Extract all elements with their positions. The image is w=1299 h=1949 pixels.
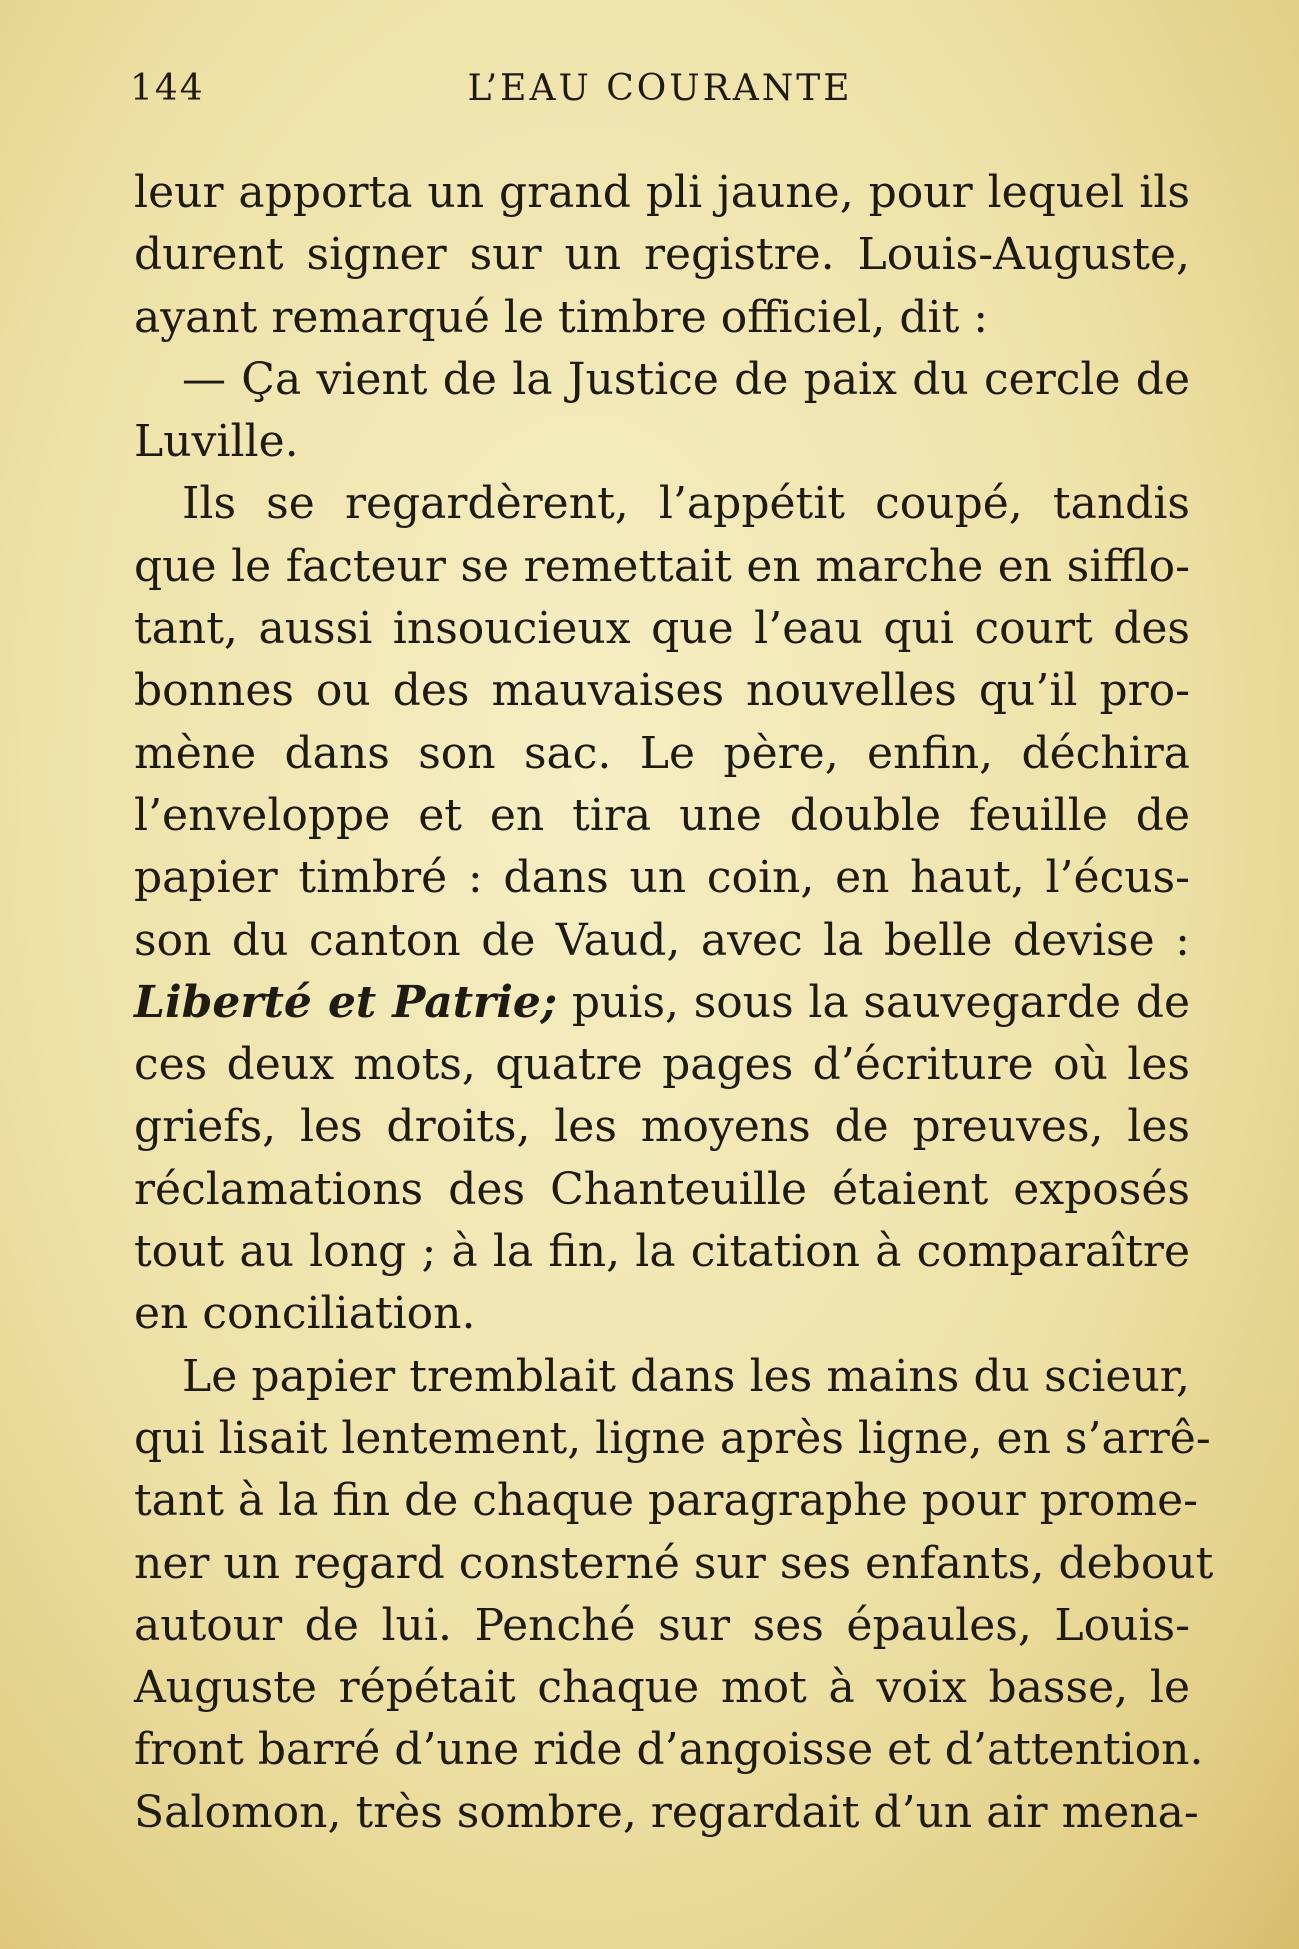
text-line: qui lisait lentement, ligne après ligne, en s’arrê- xyxy=(134,1412,1211,1464)
text-line: tant, aussi insoucieux que l’eau qui court des xyxy=(134,603,1190,655)
text-line: Ils se regardèrent, l’appétit coupé, tandis xyxy=(182,478,1190,530)
text-line: bonnes ou des mauvaises nouvelles qu’il pro- xyxy=(134,665,1190,717)
text-line: Luville. xyxy=(134,416,299,468)
text-line: l’enveloppe et en tira une double feuille de xyxy=(134,789,1190,841)
text-line: Le papier tremblait dans les mains du scieur, xyxy=(182,1350,1190,1402)
text-line: — Ça vient de la Justice de paix du cercle de xyxy=(182,353,1190,405)
text-line: ner un regard consterné sur ses enfants, debout xyxy=(134,1537,1214,1589)
text-line: leur apporta un grand pli jaune, pour lequel ils xyxy=(134,167,1190,218)
body-text xyxy=(134,162,1214,1844)
text-line: ayant remarqué le timbre officiel, dit : xyxy=(134,291,989,343)
page-number: 144 xyxy=(130,68,205,109)
text-line: son du canton de Vaud, avec la belle devise : xyxy=(134,914,1190,966)
text-line: ces deux mots, quatre pages d’écriture où les xyxy=(134,1039,1190,1091)
text-line: front barré d’une ride d’angoisse et d’attention. xyxy=(134,1724,1204,1776)
text-line: Auguste répétait chaque mot à voix basse, le xyxy=(134,1662,1190,1714)
text-line xyxy=(134,972,1190,1034)
text-line: tant à la fin de chaque paragraphe pour prome- xyxy=(134,1475,1198,1527)
text-line: durent signer sur un registre. Louis-Auguste, xyxy=(134,229,1190,281)
text-line: en conciliation. xyxy=(134,1288,476,1340)
running-title: L’EAU COURANTE xyxy=(467,68,853,109)
text-line: griefs, les droits, les moyens de preuves, les xyxy=(134,1101,1190,1153)
text-line: que le facteur se remettait en marche en sifflo- xyxy=(134,540,1190,592)
page-header xyxy=(130,68,1190,128)
text-line: Salomon, très sombre, regardait d’un air mena- xyxy=(134,1786,1199,1838)
text-line: papier timbré : dans un coin, en haut, l’écus- xyxy=(134,852,1190,904)
italic-motto: Liberté et Patrie; xyxy=(134,976,558,1028)
text-line: réclamations des Chanteuille étaient exposés xyxy=(134,1163,1190,1215)
text-line: tout au long ; à la fin, la citation à comparaître xyxy=(134,1226,1190,1278)
text-line: autour de lui. Penché sur ses épaules, Louis- xyxy=(134,1599,1190,1651)
text-line-rest: puis, sous la sauvegarde de xyxy=(557,976,1190,1028)
text-line: mène dans son sac. Le père, enfin, déchira xyxy=(134,727,1190,779)
